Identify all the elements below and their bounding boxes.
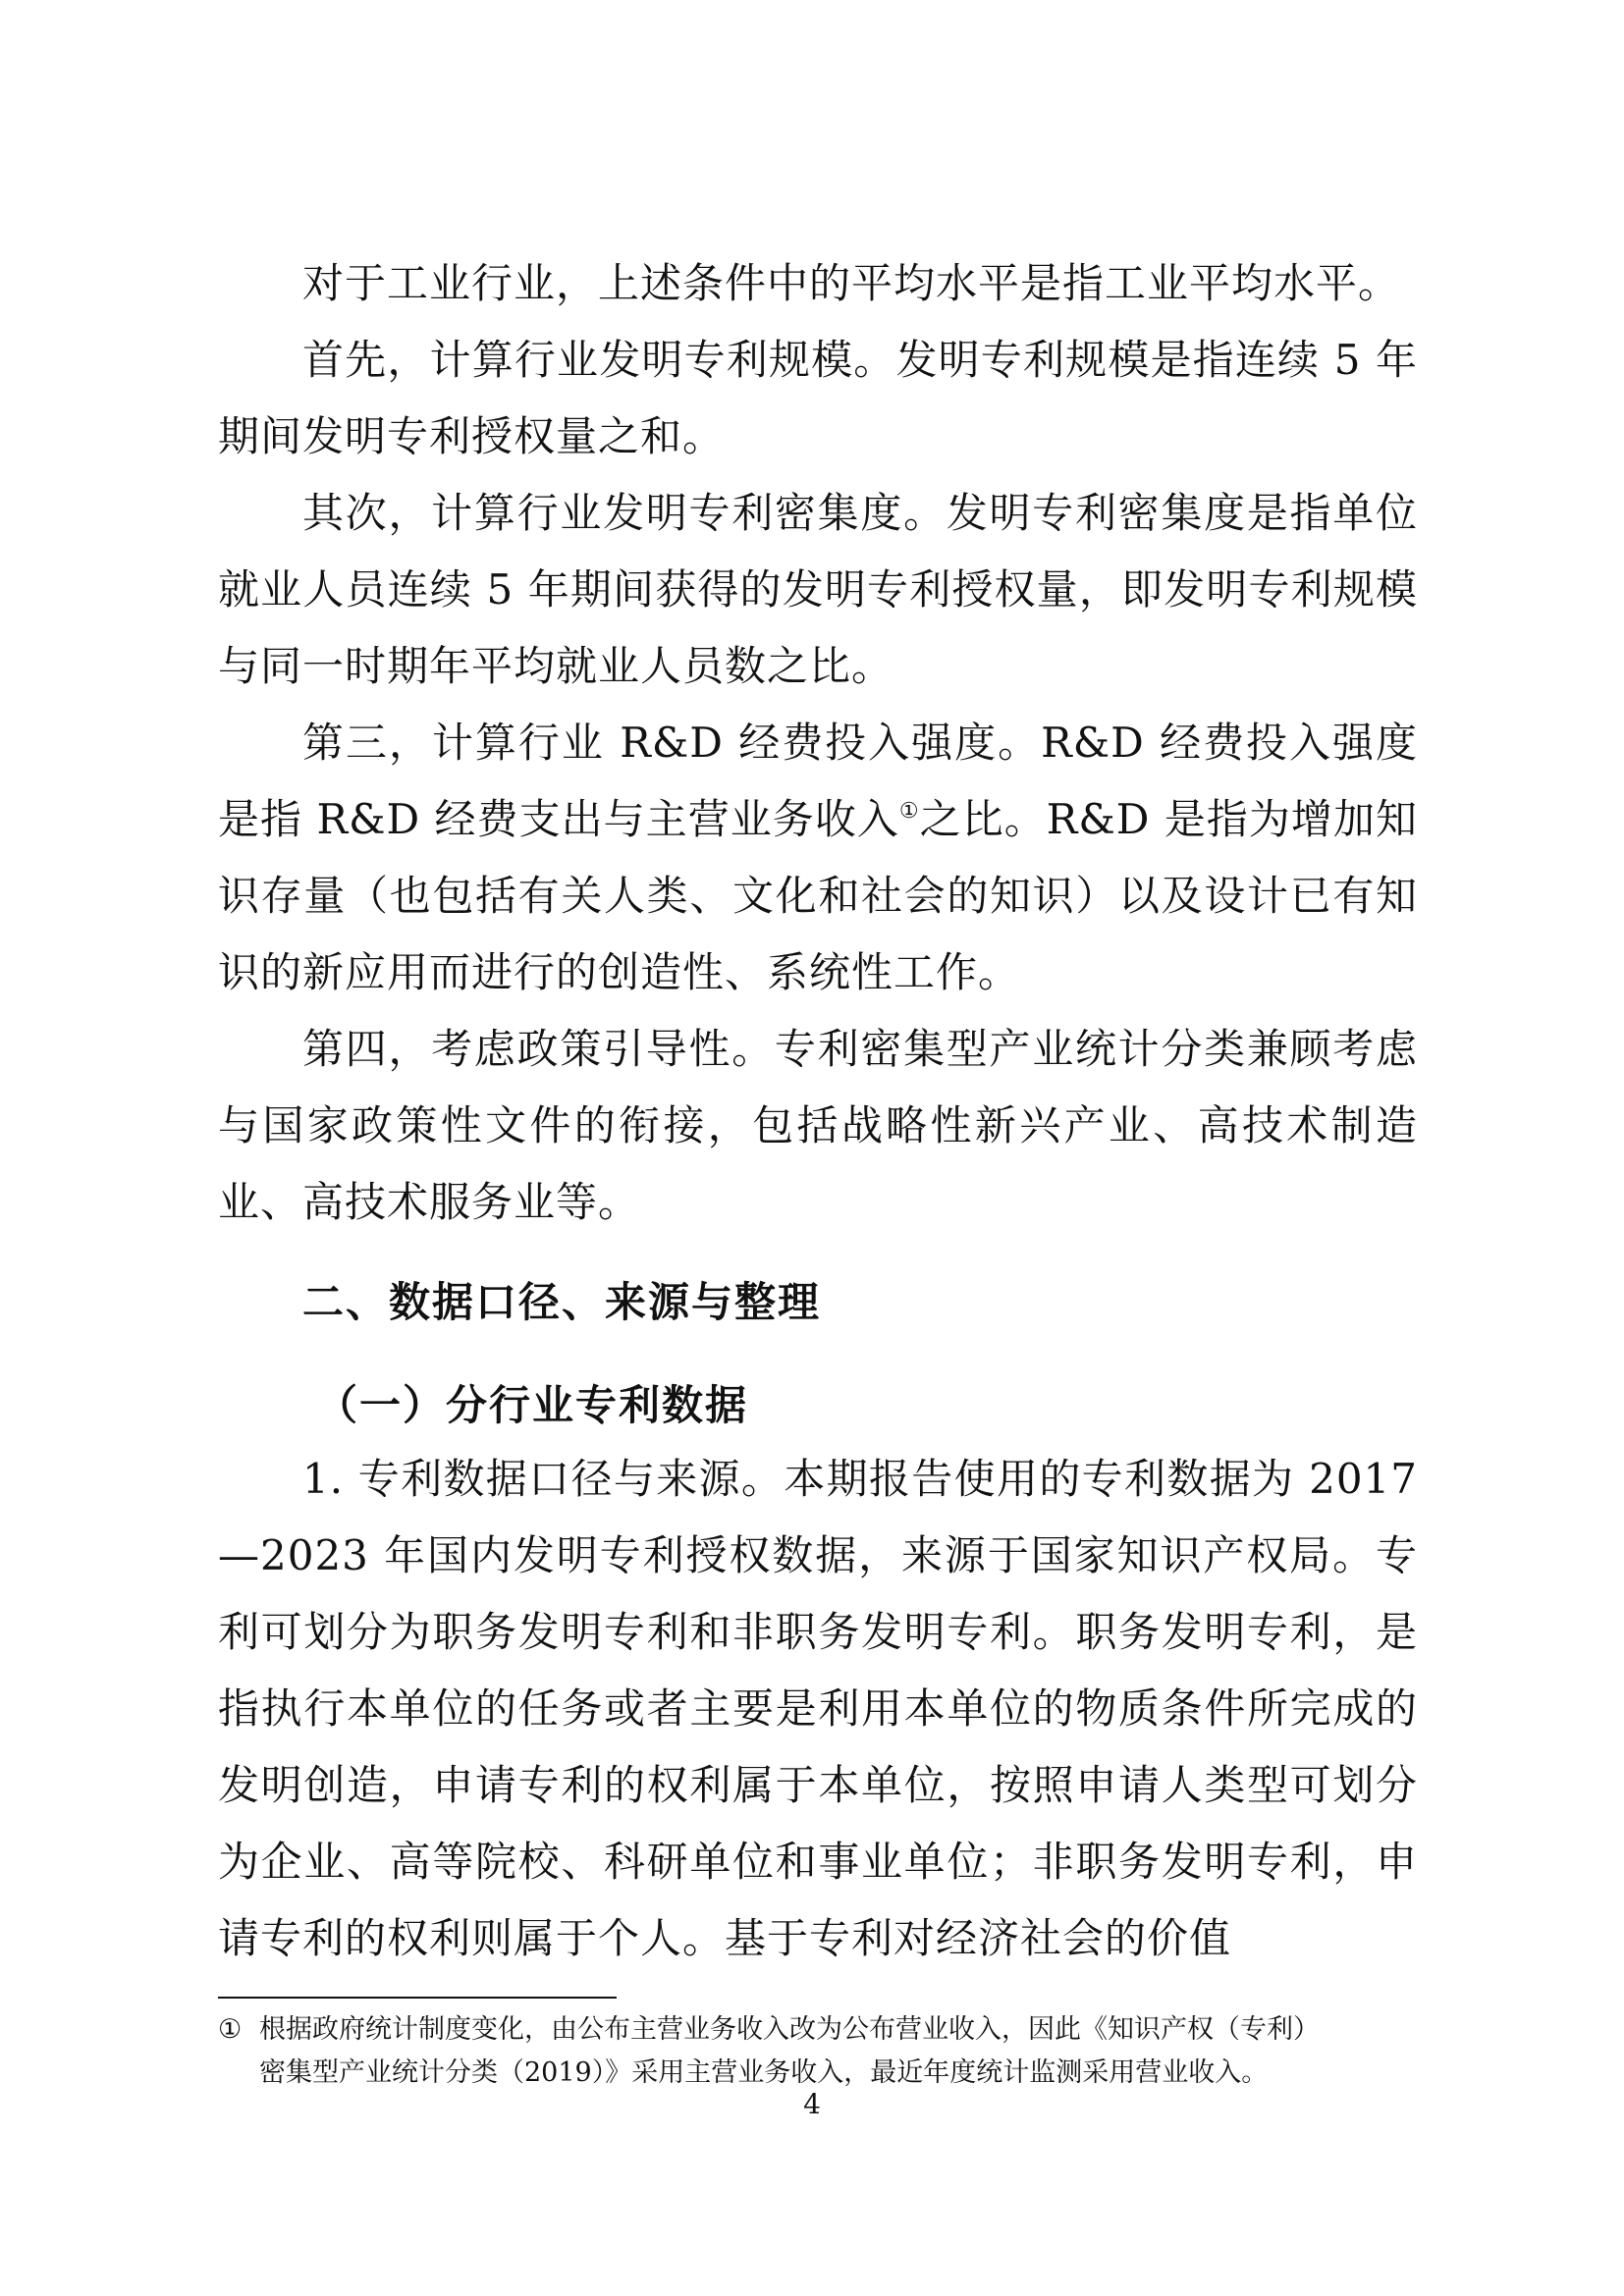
paragraph-patent-density: 其次，计算行业发明专利密集度。发明专利密集度是指单位就业人员连续 5 年期间获得的发明专利授权量，即发明专利规模与同一时期年平均就业人员数之比。	[218, 489, 1418, 690]
paragraph-patent-data-source: 1. 专利数据口径与来源。本期报告使用的专利数据为 2017—2023 年国内发明专利授权数据，来源于国家知识产权局。专利可划分为职务发明专利和非职务发明专利。职务发明专利，是指执行本单位的任务或者主要是利用本单位的物质条件所完成的发明创造，申请专利的权利属于本单位，按照申请人类型可划分为企业、高等院校、科研单位和事业单位；非职务发明专利，申请专利的权利则属于个人。基于专利对经济社会的价值	[218, 1455, 1418, 1962]
paragraph-industry-average: 对于工业行业，上述条件中的平均水平是指工业平均水平。	[302, 259, 1401, 307]
paragraph-policy-guidance: 第四，考虑政策引导性。专利密集型产业统计分类兼顾考虑与国家政策性文件的衔接，包括战略性新兴产业、高技术制造业、高技术服务业等。	[218, 1025, 1418, 1226]
subsection-heading: （一）分行业专利数据	[316, 1381, 749, 1429]
footnote-line-1	[218, 2008, 1418, 2052]
section-heading: 二、数据口径、来源与整理	[302, 1278, 822, 1326]
footnote-line-2: 密集型产业统计分类（2019）》采用主营业务收入，最近年度统计监测采用营业收入。	[259, 2057, 1269, 2088]
paragraph-patent-scale: 首先，计算行业发明专利规模。发明专利规模是指连续 5 年期间发明专利授权量之和。	[218, 336, 1418, 460]
footnote-text-1: 根据政府统计制度变化，由公布主营业务收入改为公布营业收入，因此《知识产权（专利）	[259, 2014, 1320, 2045]
section-headings	[218, 1264, 1418, 1341]
body-text-lower	[218, 1441, 1418, 1977]
page-number: 4	[803, 2088, 821, 2120]
footnote-reference: ①	[898, 799, 920, 824]
rd-intensity-text-part2: 之比。R&D 是指为增加知识存量（也包括有关人类、文化和社会的知识）以及设计已有知识的新应用而进行的创造性、系统性工作。	[218, 795, 1418, 996]
rd-intensity-text-part1: 第三，计算行业 R&D 经费投入强度。R&D 经费投入强度是指 R&D 经费支出与主营业务收入	[218, 719, 1418, 843]
footnote-divider	[218, 1997, 617, 1999]
paragraph-rd-intensity	[218, 705, 1418, 1011]
body-text-upper	[218, 245, 1418, 1241]
footnote-marker: ①	[218, 2014, 243, 2045]
footnote	[218, 2008, 1418, 2095]
subsection-heading-block	[218, 1367, 1418, 1444]
